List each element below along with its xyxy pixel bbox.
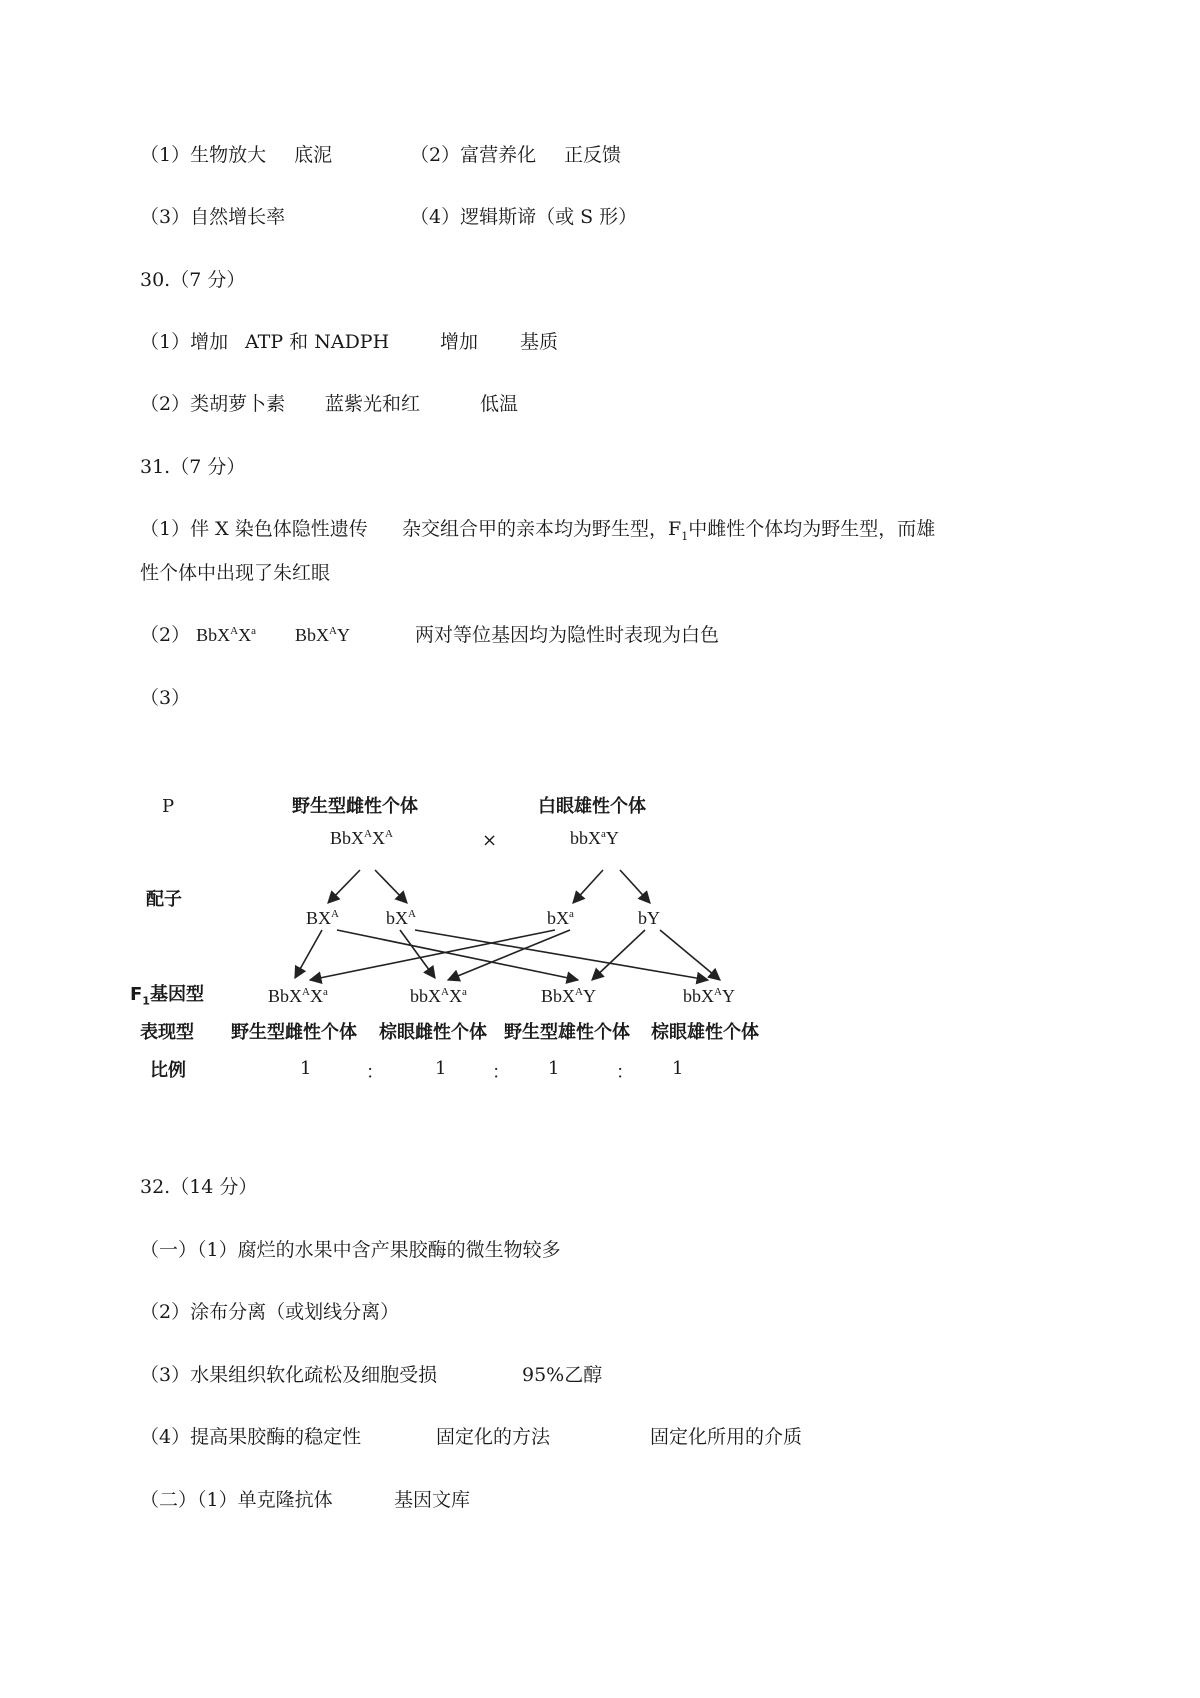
row-label-p: P <box>162 796 175 817</box>
question-number: 31.（7 分） <box>140 456 246 478</box>
arrow <box>400 930 435 978</box>
answer-text: 增加 <box>440 331 479 353</box>
question-number: 32.（14 分） <box>140 1176 258 1198</box>
genetic-cross-diagram <box>130 796 850 1120</box>
answer-text: （2）涂布分离（或划线分离） <box>140 1301 400 1323</box>
arrow <box>573 870 603 903</box>
answer-text: ATP 和 NADPH <box>245 331 390 353</box>
gamete-3: $bX^a$ <box>547 908 574 928</box>
cross-symbol: × <box>482 830 498 851</box>
answer-text: （1）伴 X 染色体隐性遗传 <box>140 518 368 540</box>
parent-male-label: 白眼雄性个体 <box>538 796 646 817</box>
answer-text: 低温 <box>480 393 519 415</box>
gamete-4: bY <box>638 908 660 928</box>
f1-genotype-2: $bbX^AX^a$ <box>410 986 467 1006</box>
phenotype-1: 野生型雌性个体 <box>231 1022 357 1043</box>
answer-text: （一）（1）腐烂的水果中含产果胶酶的微生物较多 <box>140 1239 561 1261</box>
question-32-header <box>140 1175 257 1199</box>
arrow <box>660 930 720 980</box>
answer-text: 底泥 <box>294 144 333 166</box>
ratio-4: 1 <box>672 1058 684 1079</box>
parent-male-genotype: bbX$^a$Y <box>570 828 619 848</box>
answer-text: 蓝紫光和红 <box>325 393 421 415</box>
answer-label: （2） <box>140 624 191 646</box>
answer-32-line-4 <box>140 1425 803 1449</box>
phenotype-2: 棕眼雌性个体 <box>379 1022 487 1043</box>
answer-text: （4）提高果胶酶的稳定性 <box>140 1426 362 1448</box>
row-label-f1: $F_1$基因型 <box>130 984 204 1008</box>
answer-text: 性个体中出现了朱红眼 <box>140 562 331 584</box>
arrow <box>448 930 570 980</box>
row-label-gamete: 配子 <box>146 889 182 910</box>
answer-text: 95%乙醇 <box>522 1364 603 1386</box>
answer-29-line-2 <box>140 205 638 229</box>
question-31-header <box>140 455 245 479</box>
answer-text: 基质 <box>520 331 559 353</box>
question-30-header <box>140 268 245 292</box>
answer-text: 固定化的方法 <box>436 1426 551 1448</box>
arrow <box>592 930 645 980</box>
answer-31-line-1-cont <box>140 561 330 585</box>
answer-text: 杂交组合甲的亲本均为野生型，$F_1$中雌性个体均为野生型，而雄 <box>402 518 936 543</box>
answer-text: 正反馈 <box>564 144 622 166</box>
answer-text: 固定化所用的介质 <box>650 1426 803 1448</box>
answer-text: （二）（1）单克隆抗体 <box>140 1489 333 1511</box>
answer-30-line-1 <box>140 330 559 354</box>
phenotype-4: 棕眼雄性个体 <box>651 1022 759 1043</box>
answer-label: （3） <box>140 687 191 709</box>
answer-text: （3）水果组织软化疏松及细胞受损 <box>140 1364 438 1386</box>
arrow <box>295 930 322 978</box>
arrow <box>310 930 555 980</box>
question-number: 30.（7 分） <box>140 269 246 291</box>
genotype-male: BbX$^A$Y <box>295 625 350 645</box>
ratio-colon: ： <box>492 1062 510 1083</box>
arrow <box>620 870 650 903</box>
f1-genotype-1: $BbX^AX^a$ <box>268 986 328 1006</box>
answer-text: 两对等位基因均为隐性时表现为白色 <box>415 624 720 646</box>
answer-32-line-2 <box>140 1300 399 1324</box>
answer-31-line-2 <box>140 623 720 647</box>
ratio-colon: ： <box>366 1062 384 1083</box>
answer-text: （2）类胡萝卜素 <box>140 393 286 415</box>
ratio-3: 1 <box>548 1058 560 1079</box>
f1-genotype-4: bbX$^A$Y <box>683 986 735 1006</box>
row-label-ratio: 比例 <box>150 1060 186 1081</box>
answer-text: （1）生物放大 <box>140 144 267 166</box>
ratio-2: 1 <box>435 1058 447 1079</box>
answer-text: （4）逻辑斯谛（或 S 形） <box>410 206 638 228</box>
arrow <box>375 870 407 903</box>
answer-32-line-3 <box>140 1363 603 1387</box>
gamete-1: $BX^A$ <box>306 908 339 928</box>
answer-text: （3）自然增长率 <box>140 206 286 228</box>
parent-female-label: 野生型雌性个体 <box>292 796 418 817</box>
answer-32-line-1 <box>140 1238 561 1262</box>
gamete-2: $bX^A$ <box>386 908 416 928</box>
row-label-phenotype: 表现型 <box>140 1022 194 1043</box>
answer-text: （1）增加 <box>140 331 229 353</box>
answer-29-line-1 <box>140 143 622 167</box>
f1-genotype-3: BbX$^A$Y <box>541 986 596 1006</box>
arrow <box>328 870 360 903</box>
genotype-female: $BbX^AX^a$ <box>196 625 256 645</box>
answer-32-line-5 <box>140 1488 471 1512</box>
parent-female-genotype: $BbX^AX^A$ <box>330 828 393 848</box>
answer-text: 基因文库 <box>394 1489 471 1511</box>
answer-31-line-3 <box>140 686 190 710</box>
ratio-1: 1 <box>300 1058 312 1079</box>
phenotype-3: 野生型雄性个体 <box>504 1022 630 1043</box>
answer-31-line-1 <box>140 517 936 543</box>
answer-text: （2）富营养化 <box>410 144 537 166</box>
ratio-colon: ： <box>616 1062 634 1083</box>
answer-30-line-2 <box>140 392 519 416</box>
